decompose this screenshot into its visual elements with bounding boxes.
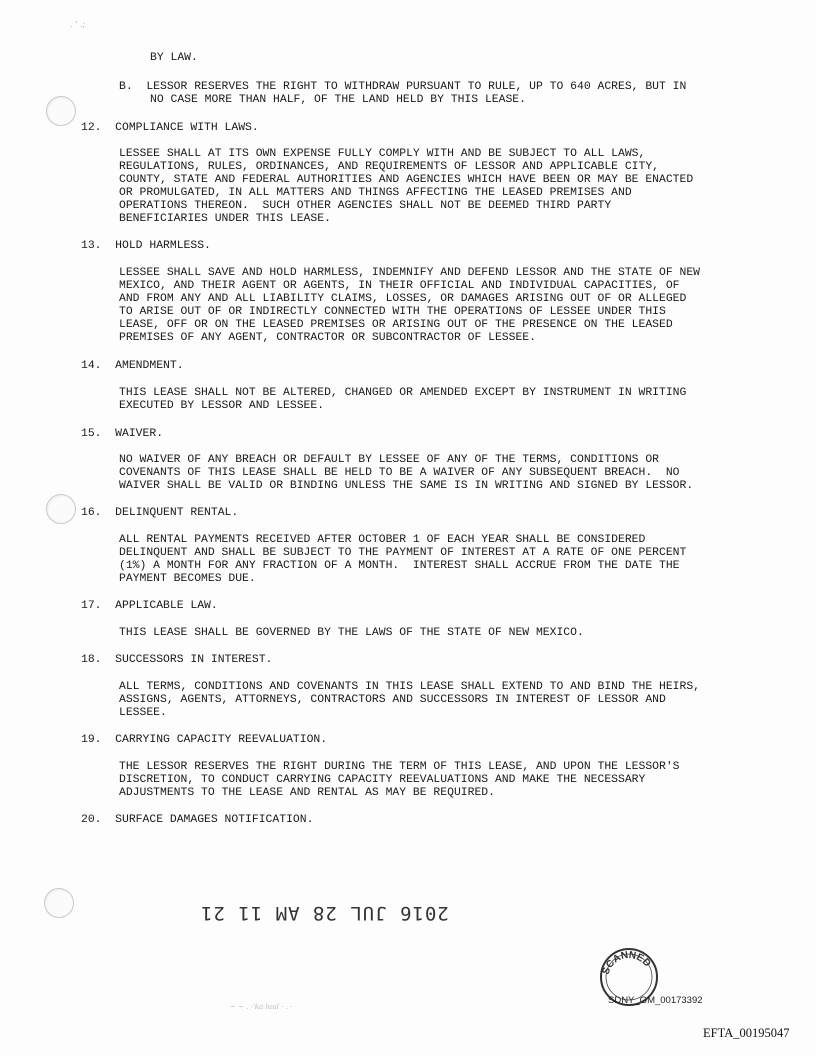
text-line: ASSIGNS, AGENTS, ATTORNEYS, CONTRACTORS AND SUCCESSORS IN INTEREST OF LESSOR AND: [119, 694, 666, 706]
bates-number: SDNY_GM_00173392: [608, 995, 703, 1006]
text-line: (1%) A MONTH FOR ANY FRACTION OF A MONTH. INTEREST SHALL ACCRUE FROM THE DATE THE: [119, 560, 680, 572]
text-line: EXECUTED BY LESSOR AND LESSEE.: [119, 400, 325, 412]
text-line: PREMISES OF ANY AGENT, CONTRACTOR OR SUBCONTRACTOR OF LESSEE.: [119, 332, 536, 344]
text-line: COUNTY, STATE AND FEDERAL AUTHORITIES AND AGENCIES WHICH HAVE BEEN OR MAY BE ENACTED: [119, 174, 694, 186]
text-line: ADJUSTMENTS TO THE LEASE AND RENTAL AS MAY BE REQUIRED.: [119, 787, 495, 799]
text-line: THIS LEASE SHALL NOT BE ALTERED, CHANGED OR AMENDED EXCEPT BY INSTRUMENT IN WRITING: [119, 387, 687, 399]
text-line: NO CASE MORE THAN HALF, OF THE LAND HELD BY THIS LEASE.: [150, 94, 526, 106]
text-line: LEASE, OFF OR ON THE LEASED PREMISES OR ARISING OUT OF THE PRESENCE ON THE LEASED: [119, 319, 673, 331]
section-heading: 18. SUCCESSORS IN INTEREST.: [81, 654, 273, 666]
faint-handwriting: ~ ~ . ·'ka luul · . ·: [230, 1003, 293, 1011]
section-heading: 12. COMPLIANCE WITH LAWS.: [81, 122, 259, 134]
efta-number: EFTA_00195047: [703, 1026, 790, 1040]
text-line: OR PROMULGATED, IN ALL MATTERS AND THINGS AFFECTING THE LEASED PREMISES AND: [119, 187, 632, 199]
text-line: WAIVER SHALL BE VALID OR BINDING UNLESS THE SAME IS IN WRITING AND SIGNED BY LESSOR.: [119, 480, 694, 492]
text-line: LESSEE SHALL SAVE AND HOLD HARMLESS, INDEMNIFY AND DEFEND LESSOR AND THE STATE OF NEW: [119, 267, 701, 279]
text-line: DELINQUENT AND SHALL BE SUBJECT TO THE PAYMENT OF INTEREST AT A RATE OF ONE PERCENT: [119, 547, 687, 559]
text-line: AND FROM ANY AND ALL LIABILITY CLAIMS, LOSSES, OR DAMAGES ARISING OUT OF OR ALLEGED: [119, 293, 687, 305]
text-line: BENEFICIARIES UNDER THIS LEASE.: [119, 213, 331, 225]
text-line: B. LESSOR RESERVES THE RIGHT TO WITHDRAW PURSUANT TO RULE, UP TO 640 ACRES, BUT IN: [119, 81, 687, 93]
text-line: DISCRETION, TO CONDUCT CARRYING CAPACITY REEVALUATIONS AND MAKE THE NECESSARY: [119, 774, 646, 786]
date-received-stamp: 2016 JUL 28 AM 11 21: [200, 902, 449, 924]
text-line: LESSEE.: [119, 707, 167, 719]
section-heading: 15. WAIVER.: [81, 428, 164, 440]
text-line: ALL TERMS, CONDITIONS AND COVENANTS IN THIS LEASE SHALL EXTEND TO AND BIND THE HEIRS,: [119, 681, 701, 693]
text-line: OPERATIONS THEREON. SUCH OTHER AGENCIES SHALL NOT BE DEEMED THIRD PARTY: [119, 200, 612, 212]
punch-hole-bottom: [44, 888, 74, 918]
text-line: ALL RENTAL PAYMENTS RECEIVED AFTER OCTOBER 1 OF EACH YEAR SHALL BE CONSIDERED: [119, 534, 646, 546]
section-heading: 14. AMENDMENT.: [81, 360, 184, 372]
scan-specks: . ' .;: [70, 20, 86, 29]
scanned-stamp-text: SCANNED: [600, 949, 653, 977]
text-line: COVENANTS OF THIS LEASE SHALL BE HELD TO BE A WAIVER OF ANY SUBSEQUENT BREACH. NO: [119, 467, 680, 479]
text-line: NO WAIVER OF ANY BREACH OR DEFAULT BY LESSEE OF ANY OF THE TERMS, CONDITIONS OR: [119, 454, 660, 466]
section-heading: 16. DELINQUENT RENTAL.: [81, 507, 239, 519]
text-line: MEXICO, AND THEIR AGENT OR AGENTS, IN THEIR OFFICIAL AND INDIVIDUAL CAPACITIES, OF: [119, 280, 680, 292]
punch-hole-top: [46, 96, 76, 126]
text-line: TO ARISE OUT OF OR INDIRECTLY CONNECTED WITH THE OPERATIONS OF LESSEE UNDER THIS: [119, 306, 666, 318]
text-line: PAYMENT BECOMES DUE.: [119, 573, 256, 585]
text-line: THIS LEASE SHALL BE GOVERNED BY THE LAWS OF THE STATE OF NEW MEXICO.: [119, 627, 584, 639]
section-heading: 13. HOLD HARMLESS.: [81, 240, 211, 252]
text-line: BY LAW.: [150, 52, 198, 64]
section-heading: 20. SURFACE DAMAGES NOTIFICATION.: [81, 814, 314, 826]
section-heading: 19. CARRYING CAPACITY REEVALUATION.: [81, 734, 328, 746]
text-line: LESSEE SHALL AT ITS OWN EXPENSE FULLY COMPLY WITH AND BE SUBJECT TO ALL LAWS,: [119, 148, 646, 160]
section-heading: 17. APPLICABLE LAW.: [81, 600, 218, 612]
text-line: THE LESSOR RESERVES THE RIGHT DURING THE TERM OF THIS LEASE, AND UPON THE LESSOR'S: [119, 761, 680, 773]
punch-hole-middle: [46, 494, 76, 524]
text-line: REGULATIONS, RULES, ORDINANCES, AND REQUIREMENTS OF LESSOR AND APPLICABLE CITY,: [119, 161, 660, 173]
